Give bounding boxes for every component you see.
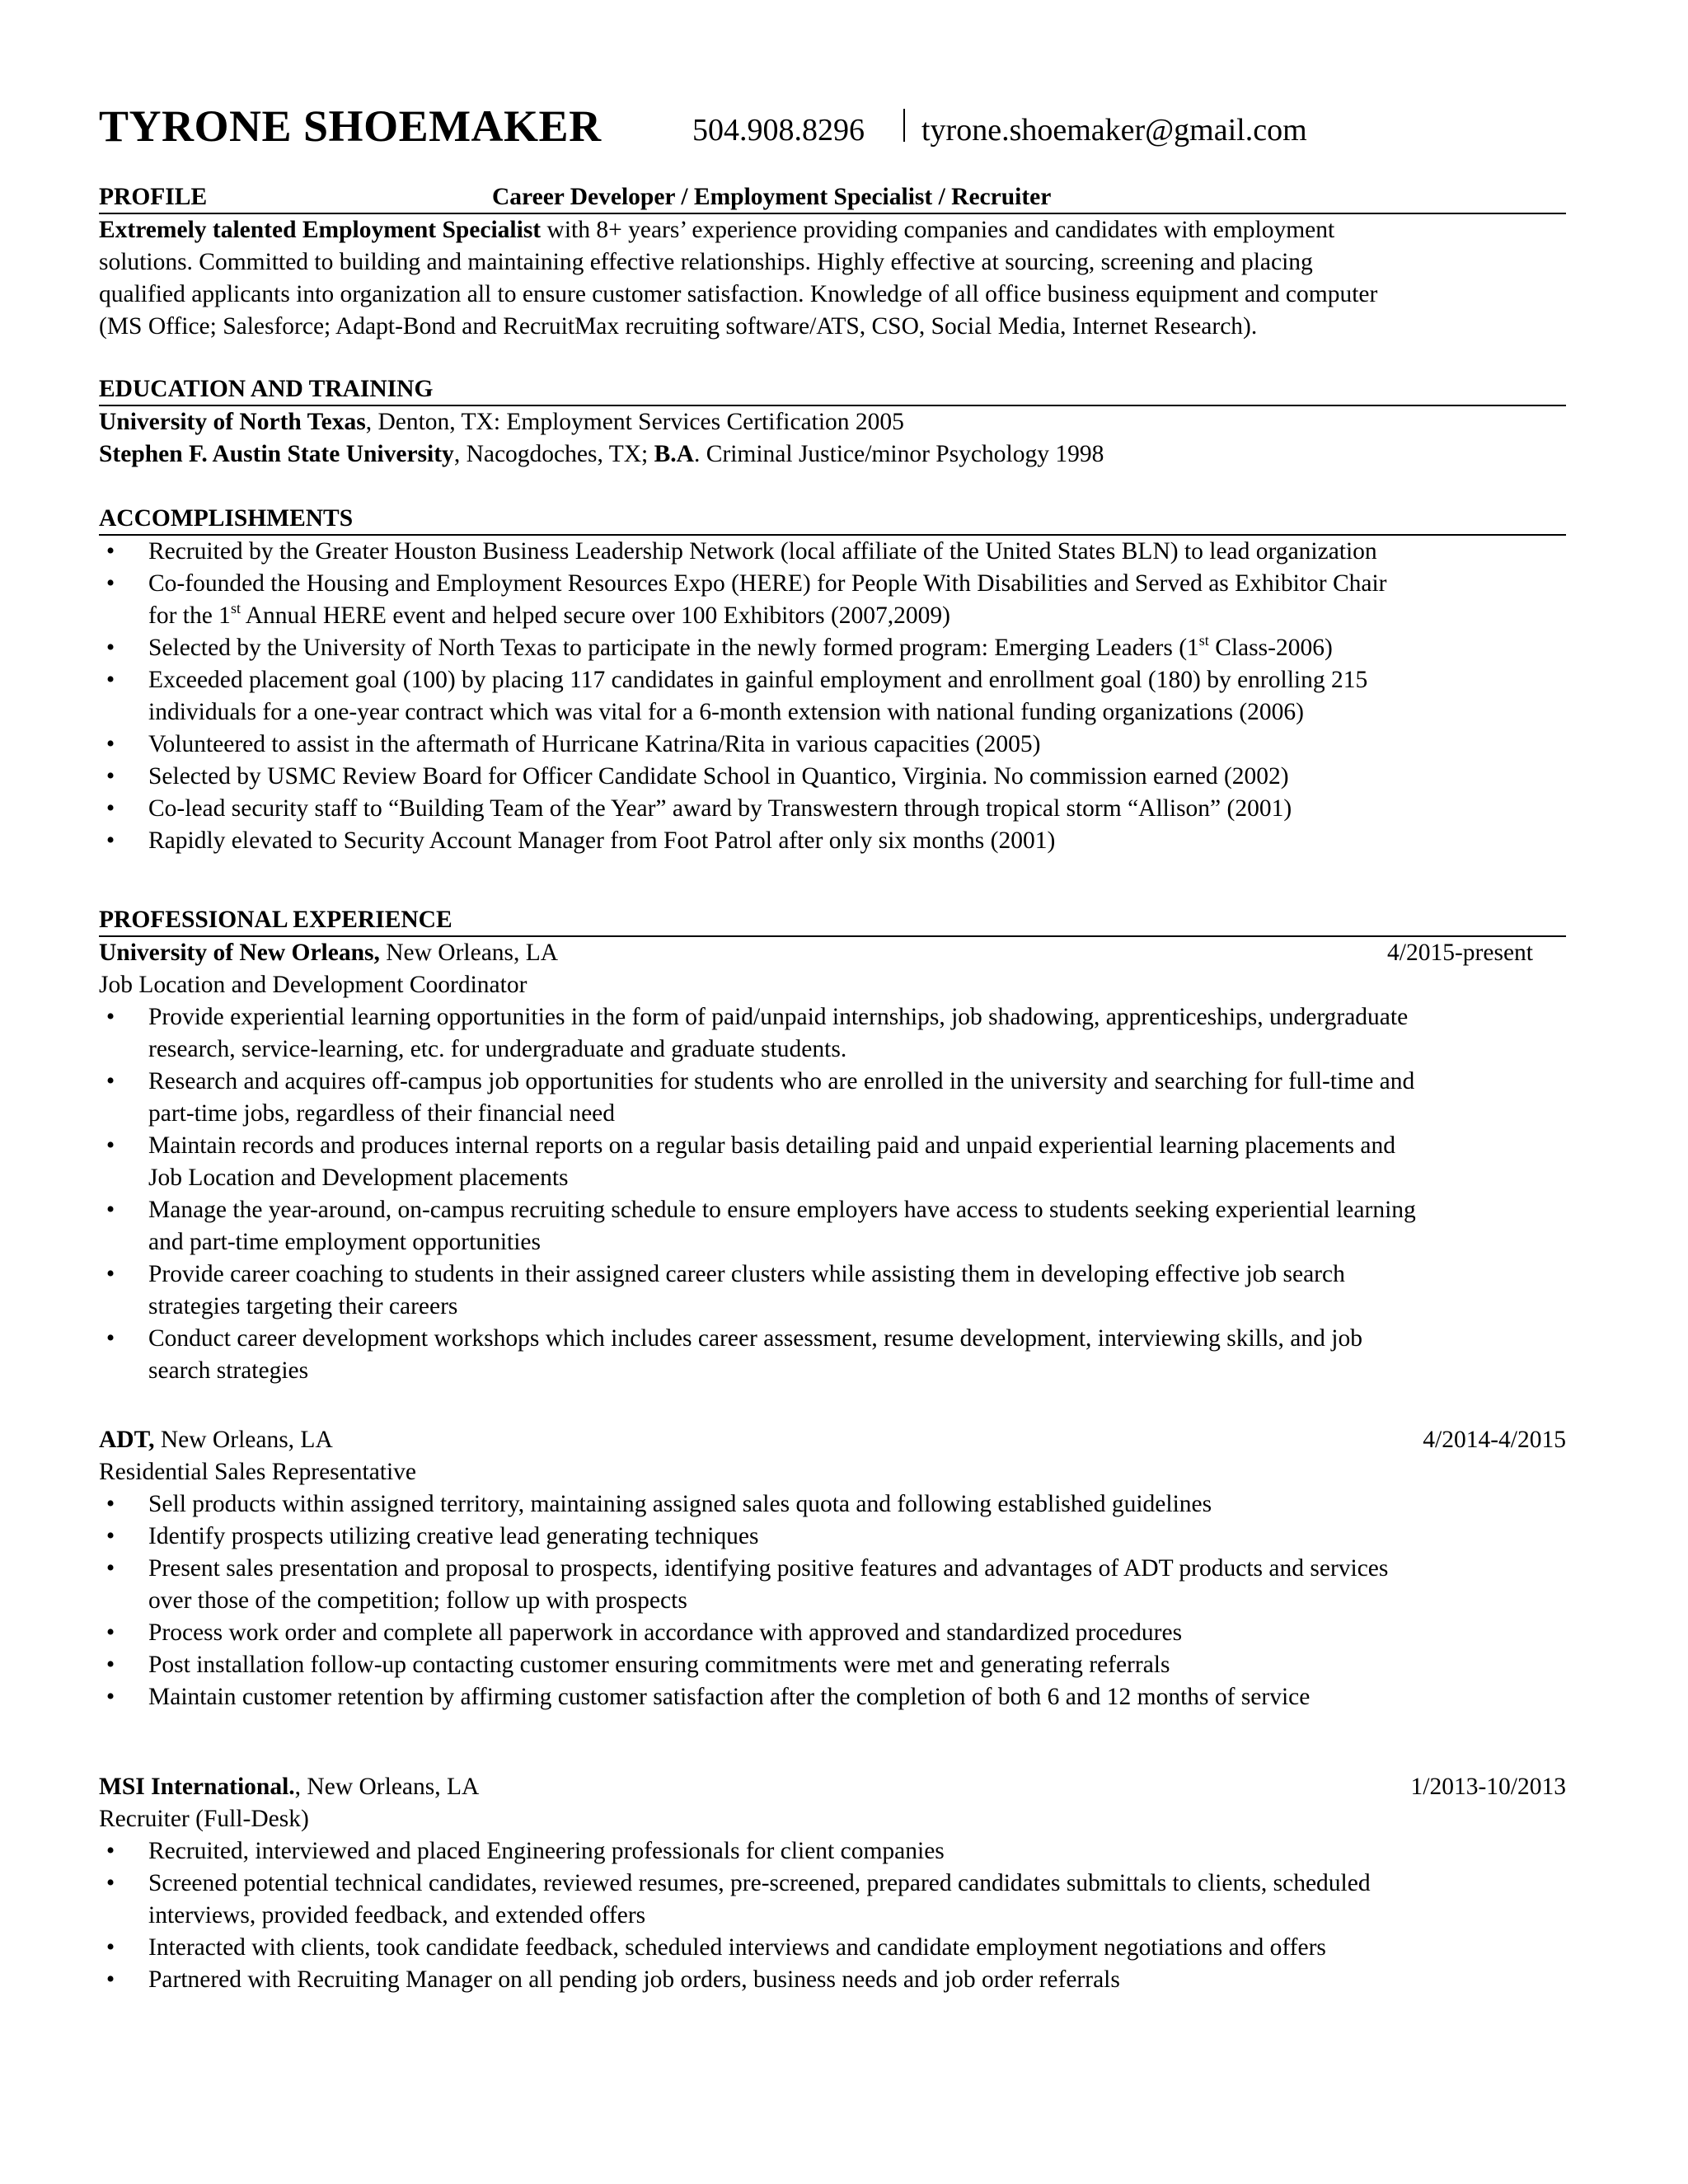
experience-heading-row — [99, 904, 1566, 937]
profile-heading: PROFILE — [99, 184, 208, 210]
text-part: Selected by the University of North Texas to participate in the newly formed program: Emerging Leaders (1 — [148, 635, 1199, 661]
list-item-text: Partnered with Recruiting Manager on all pending job orders, business needs and job order referrals — [148, 1966, 1120, 1993]
job-dates: 1/2013-10/2013 — [1410, 1774, 1566, 1800]
job-duties-list — [99, 1001, 1566, 1387]
bullet-icon: • — [106, 1197, 115, 1223]
list-item-text — [148, 632, 1566, 664]
list-item — [99, 1617, 1566, 1649]
bullet-icon: • — [106, 1068, 115, 1094]
profile-line-text: with 8+ years’ experience providing companies and candidates with employment — [541, 217, 1335, 243]
list-item-text: Manage the year-around, on-campus recruiting schedule to ensure employers have access to students seeking experiential learning — [148, 1197, 1416, 1223]
list-item — [99, 1066, 1566, 1130]
job-title: Recruiter (Full-Desk) — [99, 1806, 309, 1832]
list-item-text: individuals for a one-year contract which was vital for a 6-month extension with national funding organizations (2006) — [148, 699, 1304, 725]
list-item — [99, 536, 1566, 568]
bullet-icon: • — [106, 1325, 115, 1352]
list-item — [99, 632, 1566, 664]
list-item — [99, 1964, 1566, 1996]
list-item-text: Co-lead security staff to “Building Team of the Year” award by Transwestern through tropical storm “Allison” (2001) — [148, 795, 1292, 822]
job-title: Residential Sales Representative — [99, 1459, 417, 1485]
list-item — [99, 664, 1566, 729]
job-header — [99, 1771, 1566, 1803]
list-item-text: Identify prospects utilizing creative lead generating techniques — [148, 1523, 759, 1549]
candidate-name: TYRONE SHOEMAKER — [99, 101, 602, 151]
employer-name: ADT, — [99, 1427, 155, 1453]
profile-lead: Extremely talented Employment Specialist — [99, 217, 542, 243]
education-section — [99, 373, 1566, 471]
profile-heading-row — [99, 181, 1566, 214]
list-item-text: Selected by USMC Review Board for Officer Candidate School in Quantico, Virginia. No commission earned (2002) — [148, 763, 1289, 790]
list-item — [99, 825, 1566, 857]
list-item — [99, 1681, 1566, 1713]
education-detail: , Denton, TX: Employment Services Certification 2005 — [365, 409, 904, 435]
list-item-text: Maintain customer retention by affirming customer satisfaction after the completion of both 6 and 12 months of service — [148, 1684, 1311, 1710]
profile-line: (MS Office; Salesforce; Adapt-Bond and RecruitMax recruiting software/ATS, CSO, Social Media, Internet Research). — [99, 313, 1258, 340]
resume-header — [99, 97, 1566, 155]
list-item-text: Recruited, interviewed and placed Engineering professionals for client companies — [148, 1838, 945, 1864]
list-item — [99, 729, 1566, 761]
bullet-icon: • — [106, 667, 115, 693]
job-entry-adt — [99, 1424, 1566, 1713]
list-item-text: Exceeded placement goal (100) by placing 117 candidates in gainful employment and enrollment goal (180) by enrolling 215 — [148, 667, 1368, 693]
bullet-icon: • — [106, 1684, 115, 1710]
employer-name: MSI International. — [99, 1774, 295, 1800]
education-heading: EDUCATION AND TRAINING — [99, 376, 434, 402]
ordinal-suffix: st — [1198, 632, 1209, 649]
list-item-text: Maintain records and produces internal reports on a regular basis detailing paid and unpaid experiential learning placements and — [148, 1132, 1395, 1159]
list-item-text — [148, 600, 1566, 632]
accomplishments-section — [99, 503, 1566, 857]
text-part: Class-2006) — [1208, 635, 1333, 661]
list-item — [99, 761, 1566, 793]
list-item-text: search strategies — [148, 1357, 309, 1384]
education-heading-row — [99, 373, 1566, 406]
list-item — [99, 793, 1566, 825]
accomplishments-heading-row — [99, 503, 1566, 536]
phone-number: 504.908.8296 — [692, 113, 865, 148]
list-item — [99, 1130, 1566, 1194]
bullet-icon: • — [106, 635, 115, 661]
accomplishments-list — [99, 536, 1566, 857]
list-item — [99, 1553, 1566, 1617]
list-item-text: Conduct career development workshops which includes career assessment, resume development, interviewing skills, and job — [148, 1325, 1362, 1352]
list-item-text: Interacted with clients, took candidate feedback, scheduled interviews and candidate employment negotiations and offers — [148, 1934, 1326, 1961]
job-title: Job Location and Development Coordinator — [99, 972, 528, 998]
list-item-text: Job Location and Development placements — [148, 1165, 569, 1191]
list-item-text: Provide career coaching to students in their assigned career clusters while assisting them in developing effective job search — [148, 1261, 1345, 1287]
bullet-icon: • — [106, 827, 115, 854]
bullet-icon: • — [106, 538, 115, 565]
experience-section — [99, 904, 1566, 1387]
bullet-icon: • — [106, 1934, 115, 1961]
bullet-icon: • — [106, 1870, 115, 1896]
profile-subtitle: Career Developer / Employment Specialist / Recruiter — [492, 184, 1052, 210]
list-item-text: interviews, provided feedback, and extended offers — [148, 1902, 646, 1929]
list-item-text: part-time jobs, regardless of their financial need — [148, 1100, 616, 1127]
profile-section — [99, 181, 1566, 343]
bullet-icon: • — [106, 1619, 115, 1646]
list-item-text: research, service-learning, etc. for undergraduate and graduate students. — [148, 1036, 847, 1062]
list-item — [99, 568, 1566, 632]
list-item-text: strategies targeting their careers — [148, 1293, 458, 1319]
list-item-text: Co-founded the Housing and Employment Resources Expo (HERE) for People With Disabilities and Served as Exhibitor Chair — [148, 570, 1387, 597]
list-item — [99, 1488, 1566, 1521]
experience-heading: PROFESSIONAL EXPERIENCE — [99, 907, 452, 933]
bullet-icon: • — [106, 1555, 115, 1582]
job-duties-list — [99, 1835, 1566, 1996]
profile-line — [99, 214, 1566, 246]
list-item — [99, 1194, 1566, 1258]
list-item — [99, 1649, 1566, 1681]
job-entry-uno — [99, 937, 1566, 1387]
profile-line: solutions. Committed to building and maintaining effective relationships. Highly effective at sourcing, screening and placing — [99, 249, 1313, 275]
list-item-text: over those of the competition; follow up with prospects — [148, 1587, 687, 1614]
education-item — [99, 438, 1566, 471]
education-detail: . Criminal Justice/minor Psychology 1998 — [693, 441, 1104, 467]
job-location: New Orleans, LA — [379, 940, 559, 966]
list-item — [99, 1258, 1566, 1323]
list-item-text: Provide experiential learning opportunities in the form of paid/unpaid internships, job shadowing, apprenticeships, undergraduate — [148, 1004, 1409, 1030]
list-item-text: Process work order and complete all paperwork in accordance with approved and standardized procedures — [148, 1619, 1183, 1646]
education-location: , Nacogdoches, TX; — [453, 441, 654, 467]
bullet-icon: • — [106, 731, 115, 757]
school-name: University of North Texas — [99, 409, 366, 435]
education-item — [99, 406, 1566, 438]
degree: B.A — [654, 441, 694, 467]
list-item-text: Recruited by the Greater Houston Business Leadership Network (local affiliate of the United States BLN) to lead organization — [148, 538, 1377, 565]
list-item-text: Post installation follow-up contacting customer ensuring commitments were met and generating referrals — [148, 1652, 1170, 1678]
accomplishments-heading: ACCOMPLISHMENTS — [99, 505, 354, 532]
text-part: Annual HERE event and helped secure over 100 Exhibitors (2007,2009) — [240, 602, 950, 629]
list-item-text: Volunteered to assist in the aftermath of Hurricane Katrina/Rita in various capacities (2005) — [148, 731, 1041, 757]
job-duties-list — [99, 1488, 1566, 1713]
list-item-text: and part-time employment opportunities — [148, 1229, 541, 1255]
bullet-icon: • — [106, 570, 115, 597]
school-name: Stephen F. Austin State University — [99, 441, 454, 467]
bullet-icon: • — [106, 1966, 115, 1993]
list-item — [99, 1868, 1566, 1932]
list-item — [99, 1932, 1566, 1964]
list-item — [99, 1835, 1566, 1868]
job-dates: 4/2014-4/2015 — [1423, 1427, 1566, 1453]
contact-divider — [903, 109, 905, 142]
list-item-text: Sell products within assigned territory, maintaining assigned sales quota and following established guidelines — [148, 1491, 1212, 1517]
job-location: , New Orleans, LA — [294, 1774, 480, 1800]
list-item — [99, 1521, 1566, 1553]
bullet-icon: • — [106, 1838, 115, 1864]
bullet-icon: • — [106, 1004, 115, 1030]
bullet-icon: • — [106, 1132, 115, 1159]
text-part: for the 1 — [148, 602, 231, 629]
bullet-icon: • — [106, 763, 115, 790]
job-header — [99, 1424, 1566, 1456]
profile-line: qualified applicants into organization all to ensure customer satisfaction. Knowledge of all office business equipment and computer — [99, 281, 1378, 307]
list-item-text: Research and acquires off-campus job opportunities for students who are enrolled in the university and searching for full-time and — [148, 1068, 1415, 1094]
employer-name: University of New Orleans, — [99, 940, 380, 966]
bullet-icon: • — [106, 1652, 115, 1678]
bullet-icon: • — [106, 1261, 115, 1287]
list-item — [99, 1323, 1566, 1387]
bullet-icon: • — [106, 795, 115, 822]
job-dates: 4/2015-present — [1387, 940, 1533, 966]
job-location: New Orleans, LA — [154, 1427, 333, 1453]
ordinal-suffix: st — [230, 600, 241, 617]
bullet-icon: • — [106, 1491, 115, 1517]
list-item — [99, 1001, 1566, 1066]
list-item-text: Present sales presentation and proposal to prospects, identifying positive features and advantages of ADT products and services — [148, 1555, 1389, 1582]
list-item-text: Rapidly elevated to Security Account Manager from Foot Patrol after only six months (2001) — [148, 827, 1056, 854]
list-item-text: Screened potential technical candidates, reviewed resumes, pre-screened, prepared candidates submittals to clients, scheduled — [148, 1870, 1371, 1896]
bullet-icon: • — [106, 1523, 115, 1549]
job-header — [99, 937, 1566, 969]
job-entry-msi — [99, 1771, 1566, 1996]
email-address: tyrone.shoemaker@gmail.com — [921, 113, 1307, 148]
